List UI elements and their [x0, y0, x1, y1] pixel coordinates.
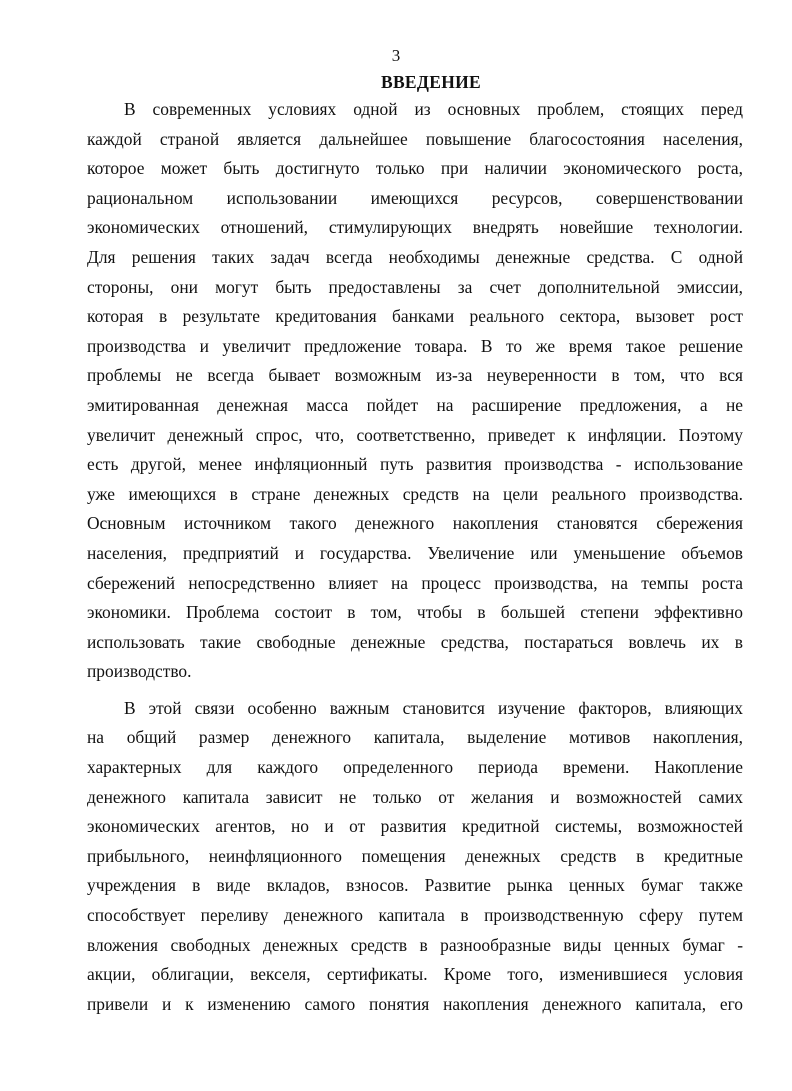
text-line: увеличит денежный спрос, что, соответственно, приведет к инфляции. Поэтому: [87, 424, 743, 445]
text-line: экономики. Проблема состоит в том, чтобы в большей степени эффективно: [87, 602, 743, 623]
text-line: эмитированная денежная масса пойдет на расширение предложения, а не: [87, 394, 743, 415]
text-line: Основным источником такого денежного накопления становятся сбережения: [87, 513, 743, 534]
text-line: акции, облигации, векселя, сертификаты. Кроме того, изменившиеся условия: [87, 964, 743, 985]
text-line: В современных условиях одной из основных проблем, стоящих перед: [124, 99, 743, 119]
page-number: 3: [391, 46, 401, 65]
text-line: денежного капитала зависит не только от желания и возможностей самих: [87, 786, 743, 807]
text-line: населения, предприятий и государства. Увеличение или уменьшение объемов: [87, 542, 743, 563]
text-line: на общий размер денежного капитала, выделение мотивов накопления,: [87, 727, 743, 748]
body-text: [87, 95, 743, 1019]
text-line: учреждения в виде вкладов, взносов. Развитие рынка ценных бумаг также: [87, 875, 743, 896]
text-line: производство.: [87, 661, 192, 682]
text-line: привели и к изменению самого понятия накопления денежного капитала, его: [87, 993, 743, 1014]
text-line: проблемы не всегда бывает возможным из-за неуверенности в том, что вся: [87, 365, 743, 386]
text-line: стороны, они могут быть предоставлены за счет дополнительной эмиссии,: [87, 276, 743, 297]
text-line: характерных для каждого определенного периода времени. Накопление: [87, 757, 743, 778]
paragraph-2: [87, 694, 743, 1020]
text-line: Для решения таких задач всегда необходимы денежные средства. С одной: [87, 246, 743, 267]
text-line: использовать такие свободные денежные средства, постараться вовлечь их в: [87, 631, 743, 652]
text-line: которое может быть достигнуто только при наличии экономического роста,: [87, 158, 743, 179]
text-line: экономических агентов, но и от развития кредитной системы, возможностей: [87, 816, 743, 837]
paragraph-1: [87, 95, 743, 687]
text-line: которая в результате кредитования банками реального сектора, вызовет рост: [87, 306, 743, 327]
paragraph-gap: [87, 687, 743, 694]
text-line: есть другой, менее инфляционный путь развития производства - использование: [87, 454, 743, 475]
text-line: уже имеющихся в стране денежных средств на цели реального производства.: [87, 483, 743, 504]
text-line: вложения свободных денежных средств в разнообразные виды ценных бумаг -: [87, 934, 743, 955]
text-line: способствует переливу денежного капитала в производственную сферу путем: [87, 905, 743, 926]
text-line: рациональном использовании имеющихся ресурсов, совершенствовании: [87, 187, 743, 208]
text-line: производства и увеличит предложение товара. В то же время такое решение: [87, 335, 743, 356]
text-line: сбережений непосредственно влияет на процесс производства, на темпы роста: [87, 572, 743, 593]
text-line: прибыльного, неинфляционного помещения денежных средств в кредитные: [87, 845, 743, 866]
text-line: В этой связи особенно важным становится изучение факторов, влияющих: [124, 697, 743, 718]
text-line: каждой страной является дальнейшее повышение благосостояния населения,: [87, 128, 743, 149]
text-line: экономических отношений, стимулирующих внедрять новейшие технологии.: [87, 217, 743, 238]
document-heading: ВВЕДЕНИЕ: [380, 72, 482, 92]
